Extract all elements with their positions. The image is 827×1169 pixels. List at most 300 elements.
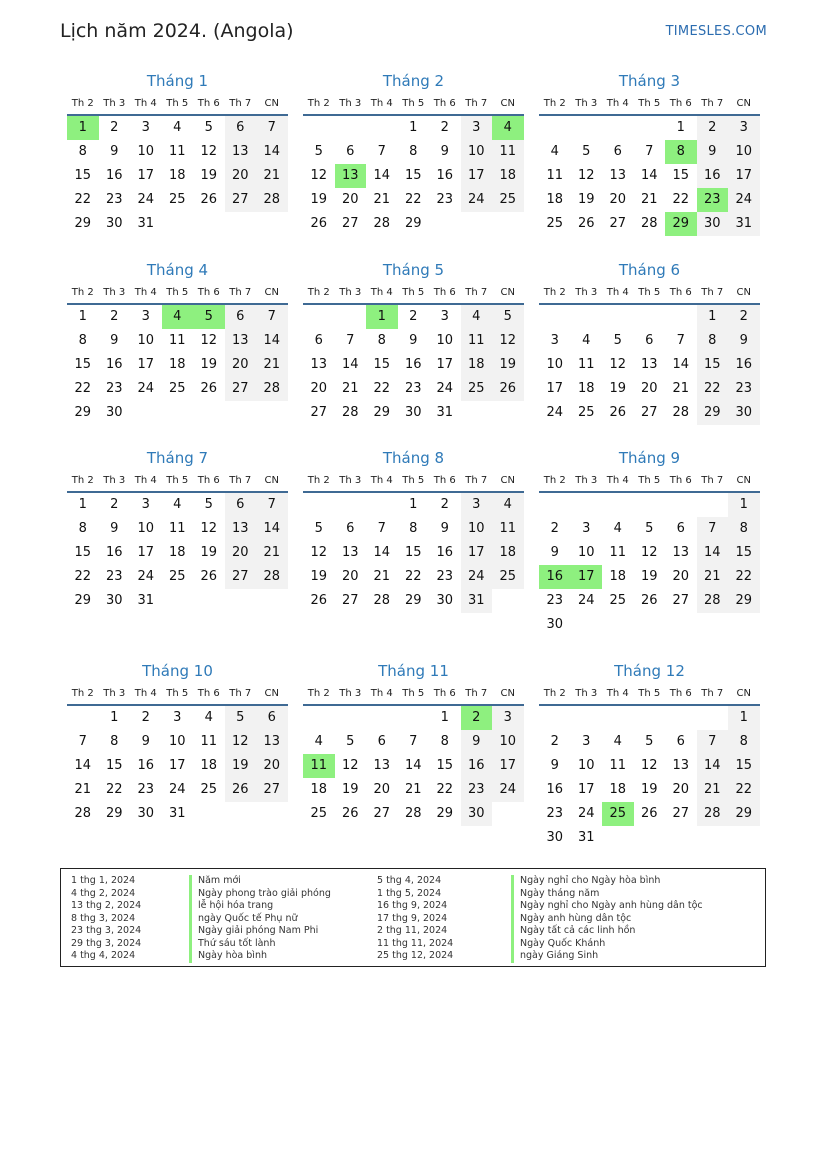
weekday-label: Th 3: [575, 97, 598, 109]
day-grid: [303, 706, 524, 850]
day-cell: 7: [409, 734, 418, 749]
day-cell: 20: [256, 754, 288, 778]
weekday-label: Th 6: [433, 474, 456, 486]
month-title: Tháng 7: [146, 449, 209, 467]
legend-holiday-name: ngày Giáng Sinh: [511, 950, 703, 963]
day-cell: 28: [373, 593, 391, 608]
day-cell: 8: [78, 521, 87, 536]
day-cell: 22: [436, 782, 454, 797]
day-cell: 1: [409, 120, 418, 135]
day-cell: 26: [310, 216, 328, 231]
day-grid: [303, 305, 524, 449]
weekday-label: CN: [736, 97, 751, 109]
holiday-day-cell: 29: [665, 212, 697, 236]
day-cell: 14: [256, 517, 288, 541]
legend-date: 4 thg 4, 2024: [71, 950, 136, 961]
day-cell: 16: [546, 782, 564, 797]
month-11: [303, 660, 524, 850]
day-cell: 18: [168, 168, 186, 183]
day-cell: 31: [137, 216, 155, 231]
day-cell: 27: [225, 377, 257, 401]
day-cell: 2: [440, 497, 449, 512]
legend-holiday-name: Ngày tháng năm: [511, 888, 703, 901]
weekday-label: Th 6: [433, 286, 456, 298]
day-cell: 3: [141, 309, 150, 324]
day-cell: 26: [640, 593, 658, 608]
day-cell: 6: [613, 144, 622, 159]
month-7: [67, 447, 288, 637]
day-cell: 6: [676, 734, 685, 749]
weekday-header: [67, 281, 288, 305]
day-cell: 25: [168, 192, 186, 207]
weekday-label: Th 4: [606, 474, 629, 486]
day-cell: 12: [609, 357, 627, 372]
weekday-label: Th 5: [638, 286, 661, 298]
day-cell: 26: [200, 192, 218, 207]
day-cell: 26: [310, 593, 328, 608]
day-cell: 12: [492, 329, 524, 353]
day-cell: 12: [640, 758, 658, 773]
day-cell: 12: [200, 521, 218, 536]
day-cell: 7: [256, 493, 288, 517]
legend-holiday-name: lễ hội hóa trang: [189, 900, 331, 913]
day-cell: 5: [314, 144, 323, 159]
day-cell: 26: [225, 778, 257, 802]
legend-holiday-name: Ngày nghỉ cho Ngày hòa bình: [511, 875, 703, 888]
day-cell: 18: [546, 192, 564, 207]
day-cell: 10: [546, 357, 564, 372]
day-cell: 14: [256, 329, 288, 353]
day-cell: 13: [640, 357, 658, 372]
day-cell: 13: [341, 545, 359, 560]
day-cell: 9: [141, 734, 150, 749]
weekday-label: Th 4: [370, 97, 393, 109]
day-cell: 15: [672, 168, 690, 183]
day-cell: 13: [225, 329, 257, 353]
day-cell: 19: [200, 168, 218, 183]
day-cell: 13: [225, 140, 257, 164]
day-cell: 27: [341, 216, 359, 231]
day-cell: 26: [609, 405, 627, 420]
weekday-label: Th 6: [433, 97, 456, 109]
day-cell: 14: [697, 754, 729, 778]
weekday-label: Th 4: [134, 286, 157, 298]
day-cell: 14: [341, 357, 359, 372]
day-cell: 14: [373, 545, 391, 560]
day-cell: 13: [256, 730, 288, 754]
day-cell: 9: [110, 521, 119, 536]
weekday-label: Th 3: [339, 286, 362, 298]
day-cell: 20: [225, 353, 257, 377]
day-cell: 2: [110, 120, 119, 135]
day-cell: 18: [200, 758, 218, 773]
day-cell: 30: [404, 405, 422, 420]
day-cell: 24: [168, 782, 186, 797]
day-cell: 5: [346, 734, 355, 749]
day-cell: 8: [377, 333, 386, 348]
weekday-label: Th 2: [307, 286, 330, 298]
weekday-label: CN: [736, 474, 751, 486]
weekday-label: Th 4: [134, 687, 157, 699]
holiday-day-cell: 1: [366, 305, 398, 329]
day-cell: 17: [546, 381, 564, 396]
day-cell: 26: [492, 377, 524, 401]
day-cell: 15: [404, 168, 422, 183]
weekday-label: Th 4: [370, 286, 393, 298]
day-cell: 19: [341, 782, 359, 797]
day-cell: 24: [461, 565, 493, 589]
day-cell: 28: [74, 806, 92, 821]
month-title: Tháng 3: [618, 72, 681, 90]
holiday-day-cell: 16: [539, 565, 571, 589]
weekday-label: Th 3: [339, 687, 362, 699]
day-cell: 13: [225, 517, 257, 541]
day-cell: 8: [697, 329, 729, 353]
weekday-label: Th 2: [307, 97, 330, 109]
day-cell: 5: [225, 706, 257, 730]
day-cell: 25: [461, 377, 493, 401]
day-cell: 4: [314, 734, 323, 749]
day-cell: 4: [461, 305, 493, 329]
day-cell: 17: [137, 168, 155, 183]
day-cell: 21: [404, 782, 422, 797]
day-cell: 13: [373, 758, 391, 773]
day-cell: 30: [697, 212, 729, 236]
day-cell: 29: [728, 802, 760, 826]
day-cell: 25: [492, 565, 524, 589]
day-cell: 9: [110, 144, 119, 159]
weekday-label: Th 7: [229, 474, 252, 486]
day-cell: 27: [310, 405, 328, 420]
month-title: Tháng 5: [382, 261, 445, 279]
day-cell: 24: [577, 806, 595, 821]
day-cell: 20: [609, 192, 627, 207]
weekday-label: Th 3: [339, 97, 362, 109]
day-cell: 15: [105, 758, 123, 773]
day-cell: 10: [577, 758, 595, 773]
day-cell: 11: [546, 168, 564, 183]
day-cell: 7: [346, 333, 355, 348]
day-cell: 10: [137, 144, 155, 159]
day-cell: 8: [440, 734, 449, 749]
weekday-label: Th 4: [370, 474, 393, 486]
day-cell: 29: [404, 216, 422, 231]
day-cell: 5: [645, 521, 654, 536]
legend-date: 1 thg 1, 2024: [71, 875, 136, 886]
day-cell: 21: [74, 782, 92, 797]
day-cell: 19: [225, 754, 257, 778]
weekday-label: Th 2: [543, 286, 566, 298]
day-cell: 7: [256, 305, 288, 329]
day-cell: 31: [577, 830, 595, 845]
day-cell: 24: [728, 188, 760, 212]
day-cell: 8: [728, 730, 760, 754]
day-cell: 8: [78, 144, 87, 159]
day-cell: 4: [492, 493, 524, 517]
weekday-header: [539, 469, 760, 493]
day-cell: 20: [341, 192, 359, 207]
weekday-label: Th 7: [465, 474, 488, 486]
weekday-label: Th 3: [575, 286, 598, 298]
day-cell: 15: [74, 545, 92, 560]
day-cell: 12: [310, 545, 328, 560]
weekday-label: Th 5: [166, 474, 189, 486]
day-cell: 9: [409, 333, 418, 348]
day-cell: 17: [137, 545, 155, 560]
day-cell: 19: [640, 569, 658, 584]
weekday-header: [539, 281, 760, 305]
day-cell: 6: [676, 521, 685, 536]
weekday-label: Th 5: [402, 687, 425, 699]
day-cell: 27: [225, 188, 257, 212]
day-cell: 3: [492, 706, 524, 730]
day-cell: 2: [697, 116, 729, 140]
day-cell: 26: [200, 381, 218, 396]
day-cell: 23: [546, 593, 564, 608]
holiday-day-cell: 11: [303, 754, 335, 778]
day-grid: [303, 116, 524, 260]
weekday-label: Th 6: [197, 687, 220, 699]
day-cell: 13: [672, 545, 690, 560]
day-cell: 13: [609, 168, 627, 183]
day-cell: 5: [314, 521, 323, 536]
day-cell: 6: [346, 521, 355, 536]
day-cell: 6: [225, 493, 257, 517]
day-cell: 30: [728, 401, 760, 425]
day-cell: 2: [141, 710, 150, 725]
day-cell: 9: [697, 140, 729, 164]
day-cell: 9: [110, 333, 119, 348]
month-5: [303, 259, 524, 449]
day-cell: 14: [404, 758, 422, 773]
day-cell: 13: [310, 357, 328, 372]
day-cell: 11: [200, 734, 218, 749]
weekday-label: Th 5: [638, 687, 661, 699]
day-cell: 18: [609, 569, 627, 584]
day-cell: 14: [697, 541, 729, 565]
day-grid: [303, 493, 524, 637]
month-2: [303, 70, 524, 260]
day-cell: 21: [256, 541, 288, 565]
day-cell: 28: [672, 405, 690, 420]
day-cell: 20: [640, 381, 658, 396]
day-cell: 19: [640, 782, 658, 797]
day-cell: 10: [461, 517, 493, 541]
weekday-label: Th 7: [701, 286, 724, 298]
month-12: [539, 660, 760, 850]
day-cell: 7: [645, 144, 654, 159]
day-cell: 18: [168, 545, 186, 560]
day-cell: 3: [141, 497, 150, 512]
day-cell: 5: [204, 497, 213, 512]
weekday-header: [539, 682, 760, 706]
day-cell: 3: [173, 710, 182, 725]
day-cell: 27: [373, 806, 391, 821]
day-cell: 16: [105, 168, 123, 183]
day-cell: 11: [609, 545, 627, 560]
weekday-label: Th 7: [465, 286, 488, 298]
weekday-header: [67, 682, 288, 706]
legend-holiday-name: Ngày nghỉ cho Ngày anh hùng dân tộc: [511, 900, 703, 913]
weekday-label: CN: [500, 474, 515, 486]
legend-holiday-name: Ngày giải phóng Nam Phi: [189, 925, 331, 938]
day-cell: 30: [105, 405, 123, 420]
day-cell: 22: [74, 192, 92, 207]
day-cell: 17: [577, 782, 595, 797]
day-cell: 15: [697, 353, 729, 377]
day-cell: 19: [200, 545, 218, 560]
month-title: Tháng 4: [146, 261, 209, 279]
day-cell: 18: [577, 381, 595, 396]
month-title: Tháng 12: [614, 662, 685, 680]
day-cell: 16: [436, 168, 454, 183]
day-cell: 15: [74, 168, 92, 183]
day-cell: 9: [550, 545, 559, 560]
legend-date: 13 thg 2, 2024: [71, 900, 142, 911]
day-cell: 3: [728, 116, 760, 140]
day-grid: [539, 493, 760, 637]
day-grid: [67, 305, 288, 449]
day-cell: 11: [492, 517, 524, 541]
day-cell: 30: [436, 593, 454, 608]
weekday-label: CN: [500, 97, 515, 109]
day-cell: 11: [609, 758, 627, 773]
holiday-day-cell: 1: [67, 116, 99, 140]
day-cell: 7: [78, 734, 87, 749]
day-cell: 12: [577, 168, 595, 183]
legend-names-left: [189, 875, 331, 963]
day-cell: 1: [676, 120, 685, 135]
weekday-label: Th 6: [669, 474, 692, 486]
legend-date: 1 thg 5, 2024: [377, 887, 442, 899]
month-title: Tháng 6: [618, 261, 681, 279]
day-cell: 8: [409, 144, 418, 159]
day-cell: 2: [440, 120, 449, 135]
day-cell: 10: [436, 333, 454, 348]
day-grid: [539, 706, 760, 850]
day-cell: 21: [373, 192, 391, 207]
legend-date: 25 thg 12, 2024: [377, 950, 454, 961]
day-cell: 2: [110, 309, 119, 324]
weekday-label: CN: [736, 286, 751, 298]
day-cell: 11: [168, 333, 186, 348]
day-cell: 14: [373, 168, 391, 183]
legend-holiday-name: Ngày tất cả các linh hồn: [511, 925, 703, 938]
day-cell: 18: [461, 353, 493, 377]
day-cell: 9: [728, 329, 760, 353]
day-cell: 1: [697, 305, 729, 329]
weekday-label: Th 4: [370, 687, 393, 699]
day-cell: 28: [373, 216, 391, 231]
day-cell: 29: [728, 589, 760, 613]
day-cell: 24: [492, 778, 524, 802]
weekday-header: [303, 469, 524, 493]
day-cell: 18: [168, 357, 186, 372]
legend-holiday-name: ngày Quốc tế Phụ nữ: [189, 913, 331, 926]
weekday-label: Th 7: [229, 286, 252, 298]
legend-date: 29 thg 3, 2024: [71, 937, 142, 949]
day-cell: 12: [341, 758, 359, 773]
day-cell: 13: [672, 758, 690, 773]
day-cell: 30: [546, 617, 564, 632]
day-cell: 2: [550, 734, 559, 749]
day-cell: 3: [461, 493, 493, 517]
day-cell: 19: [609, 381, 627, 396]
day-cell: 19: [310, 569, 328, 584]
day-cell: 7: [377, 521, 386, 536]
day-cell: 24: [436, 381, 454, 396]
day-cell: 24: [137, 569, 155, 584]
day-cell: 8: [728, 517, 760, 541]
weekday-label: Th 7: [701, 97, 724, 109]
day-cell: 6: [346, 144, 355, 159]
day-cell: 17: [492, 754, 524, 778]
day-cell: 6: [225, 116, 257, 140]
weekday-label: Th 7: [701, 687, 724, 699]
day-cell: 16: [697, 164, 729, 188]
month-6: [539, 259, 760, 449]
day-cell: 4: [173, 120, 182, 135]
day-cell: 31: [728, 212, 760, 236]
weekday-label: Th 7: [465, 97, 488, 109]
weekday-label: CN: [500, 687, 515, 699]
day-cell: 23: [546, 806, 564, 821]
weekday-label: Th 6: [197, 286, 220, 298]
day-cell: 12: [200, 144, 218, 159]
month-1: [67, 70, 288, 260]
legend-date: 11 thg 11, 2024: [377, 937, 454, 949]
day-cell: 14: [672, 357, 690, 372]
day-cell: 15: [74, 357, 92, 372]
holiday-day-cell: 23: [697, 188, 729, 212]
day-cell: 27: [256, 778, 288, 802]
site-link[interactable]: TIMESLES.COM: [665, 24, 767, 39]
day-cell: 26: [341, 806, 359, 821]
weekday-label: CN: [500, 286, 515, 298]
day-cell: 30: [546, 830, 564, 845]
day-cell: 26: [200, 569, 218, 584]
day-cell: 16: [404, 357, 422, 372]
day-cell: 28: [256, 565, 288, 589]
day-cell: 4: [550, 144, 559, 159]
weekday-label: Th 6: [433, 687, 456, 699]
day-cell: 8: [409, 521, 418, 536]
month-title: Tháng 1: [146, 72, 209, 90]
day-cell: 30: [105, 593, 123, 608]
day-cell: 1: [78, 497, 87, 512]
day-cell: 21: [640, 192, 658, 207]
day-cell: 6: [377, 734, 386, 749]
weekday-label: Th 2: [71, 286, 94, 298]
month-title: Tháng 8: [382, 449, 445, 467]
month-3: [539, 70, 760, 260]
day-grid: [539, 116, 760, 260]
day-cell: 20: [341, 569, 359, 584]
holiday-day-cell: 13: [335, 164, 367, 188]
weekday-label: Th 3: [575, 687, 598, 699]
day-cell: 2: [409, 309, 418, 324]
day-cell: 2: [550, 521, 559, 536]
day-cell: 25: [577, 405, 595, 420]
day-cell: 24: [577, 593, 595, 608]
day-cell: 23: [728, 377, 760, 401]
day-cell: 7: [377, 144, 386, 159]
day-cell: 24: [461, 188, 493, 212]
weekday-label: Th 5: [166, 97, 189, 109]
day-cell: 17: [461, 164, 493, 188]
month-10: [67, 660, 288, 850]
weekday-header: [67, 469, 288, 493]
